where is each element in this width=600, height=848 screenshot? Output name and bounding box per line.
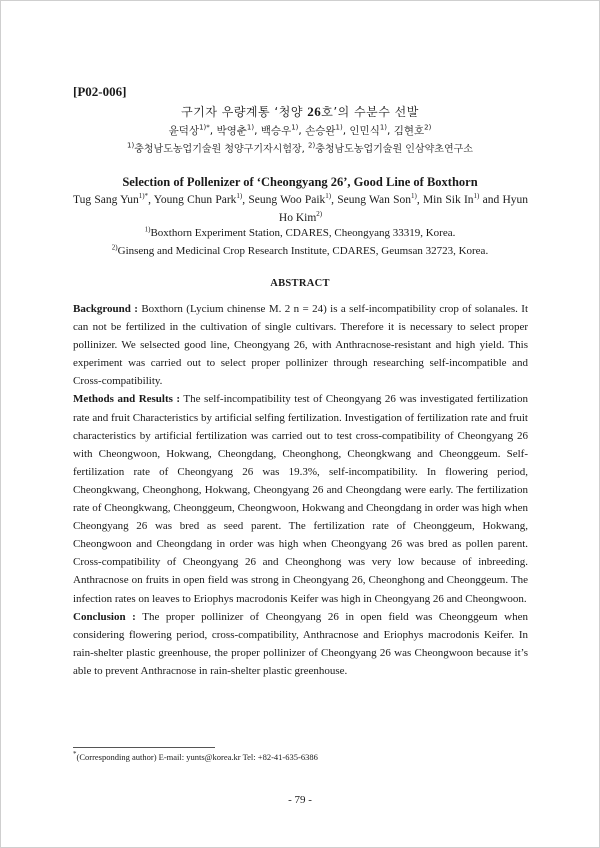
- korean-affiliation: 충청남도농업기술원 인삼약초연구소: [315, 144, 473, 155]
- english-affiliation-2: $^{2)}$Ginseng and Medicinal Crop Research Institute, CDARES, Geumsan 32723, Korea.: [111, 243, 489, 257]
- korean-authors: 윤덕상$^{1)*}$, 박영춘$^{1)}$, 백승우$^{1)}$, 손승완$^{1)}$, 인민식$^{1)}$, 김현호$^{2)}$: [168, 123, 432, 137]
- english-author: Seung Woo Paik$^{1)}$,: [248, 192, 338, 206]
- korean-author: 박영춘$^{1)}$: [216, 123, 255, 137]
- english-author: Seung Wan Son$^{1)}$,: [337, 192, 423, 206]
- footnote-divider: [73, 747, 215, 748]
- korean-affiliations: $^{1)}$충청남도농업기술원 청양구기자시험장, $^{2)}$충청남도농업기술원 인삼약초연구소: [127, 141, 473, 155]
- background-section: [73, 300, 528, 390]
- korean-title-part-1: 구기자 우량계통 ‘청양: [181, 105, 308, 119]
- section-text: The proper pollinizer of Cheongyang 26 in open field was Cheonggeum when considering flowering period, cross-compatibility, Anthracnose and Eriophys macrodonis Keifer. In rain-shelter plastic greenhouse, the proper pollinizer of Cheongyang 26 was Cheongwoon because it’s able to prevent Anthracnose in rain-shelter plastic greenhouse.: [73, 610, 528, 677]
- korean-title-number: 26: [307, 104, 322, 119]
- corresponding-author-footnote: *(Corresponding author) E-mail: yunts@korea.kr Tel: +82-41-635-6386: [73, 750, 318, 762]
- english-author: Tug Sang Yun$^{1)*}$,: [73, 192, 154, 206]
- section-text: The self-incompatibility test of Cheongyang 26 was investigated fertilization rate and fruit Characteristics by artificial selfing fertilization. Investigation of fertilization rate and fruit characteristics by artificial fertilization was carried out to test cross-compatibility of Cheongyang 26 with Cheongwoon, Hokwang, Cheongdang, Cheonghong, Cheongkwang and Cheonggeum. Self-fertilization rate of Cheongyang 26 was 19.3%, self-incompatibility. In flowering period, Cheongkwang, Cheonghong, Hokwang, Cheongyang 26 and Cheongdang were early. The fertilization rate of Cheongkwang, Cheonggeum, Cheongwoon, Hokwang and Cheongdang in order was high when Cheongyang 26 was bred as seed parent. The fertilization rate of Cheonggeum, Hokwang, Cheongwoon and Cheongdang in order was high when Cheongyang 26 was bred as pollen parent. Cross-compatibility of Cheongyang 26 and Cheonghong was very low because of inbreeding. Anthracnose on fruits in open field was strong in Cheongyang 26, Cheonghong and Cheonggeum. The infection rates on leaves to Eriophys macrodonis Keifer was high in Cheongyang 26 and Cheongwoon.: [73, 393, 528, 605]
- english-title: Selection of Pollenizer of ‘Cheongyang 26’, Good Line of Boxthorn: [122, 175, 478, 189]
- methods-results-section: [73, 390, 528, 607]
- korean-title-part-2: 호’의 수분수 선발: [321, 105, 419, 119]
- conclusion-section: [73, 608, 528, 680]
- abstract-heading: ABSTRACT: [270, 278, 330, 289]
- page-number: - 79 -: [288, 794, 312, 806]
- korean-author: 백승우$^{1)}$: [260, 123, 299, 137]
- section-text: Boxthorn (Lycium chinense M. 2 n = 24) is a self-incompatibility crop of solanales. It can not be fertilized in the cultivation of single cultivars. Therefore it is necessary to select proper pollinizer. We selsected good line, Cheongyang 26, with Anthracnose-resistant and high yield. This experiment was carried out to select proper pollinizer through researching self-incompatible and Cross-compatibility.: [73, 303, 529, 388]
- korean-title: [0, 103, 600, 120]
- english-affiliation-1: $^{1)}$Boxthorn Experiment Station, CDARES, Cheongyang 33319, Korea.: [144, 225, 456, 239]
- english-author: Young Chun Park$^{1)}$,: [153, 192, 249, 206]
- section-label: Methods and Results :: [73, 393, 181, 406]
- korean-author: 인민식$^{1)}$: [349, 123, 388, 137]
- korean-affiliation: 충청남도농업기술원 청양구기자시험장,: [134, 144, 308, 155]
- korean-author: 윤덕상$^{1)*}$: [168, 123, 210, 137]
- english-authors: [73, 191, 528, 227]
- section-label: Background :: [73, 303, 138, 315]
- poster-code: [P02-006]: [73, 84, 127, 99]
- section-label: Conclusion :: [73, 610, 136, 623]
- english-author: Hyun Ho Kim$^{2)}$: [278, 194, 529, 224]
- korean-author: 손승완$^{1)}$: [305, 123, 343, 137]
- korean-author: 김현호$^{2)}$: [393, 123, 432, 137]
- english-author: Min Sik In$^{1)}$ and: [422, 192, 503, 206]
- abstract-body: [73, 300, 528, 680]
